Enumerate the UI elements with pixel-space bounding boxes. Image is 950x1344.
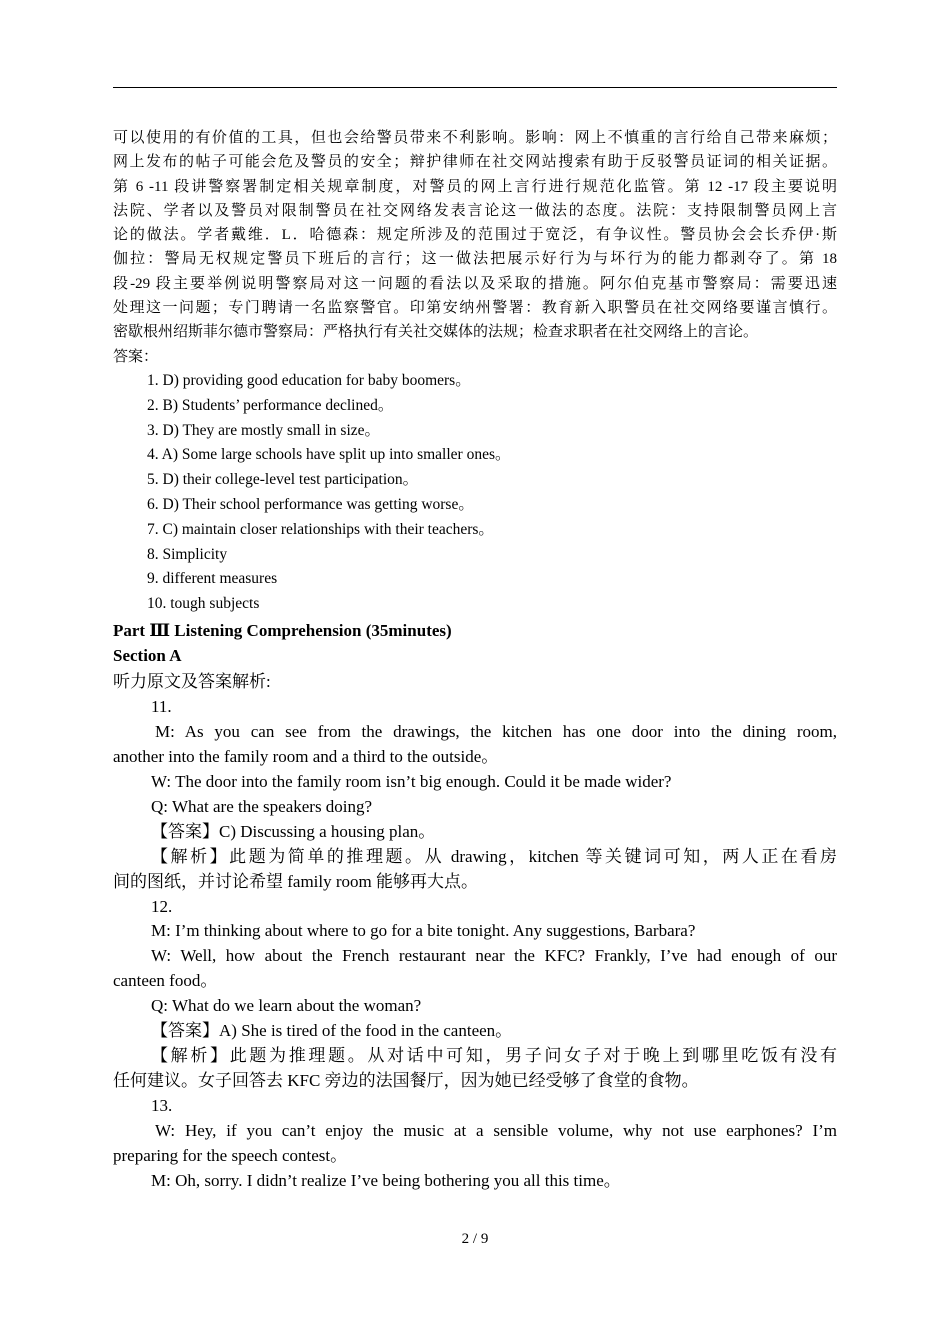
dialogue-line: M: I’m thinking about where to go for a bite tonight. Any suggestions, Barbara? bbox=[151, 921, 696, 941]
summary-line: 处理这一问题；专门聘请一名监察警官。印第安纳州警署：教育新入职警员在社交网络要谨言慎行。 bbox=[113, 300, 837, 317]
summary-paragraph bbox=[113, 126, 837, 345]
question-number: 13. bbox=[151, 1096, 173, 1116]
question-line: Q: What do we learn about the woman? bbox=[151, 996, 422, 1016]
answer-list bbox=[113, 369, 837, 617]
question-line: Q: What are the speakers doing? bbox=[151, 796, 373, 816]
header-rule bbox=[113, 87, 837, 88]
section-heading: Section A bbox=[113, 645, 182, 665]
summary-line: 法院、学者以及警员对限制警员在社交网络发表言论这一做法的态度。法院：支持限制警员网上言 bbox=[113, 202, 837, 219]
analysis-line: 间的图纸，并讨论希望 family room 能够再大点。 bbox=[113, 871, 479, 891]
answer-item: 2. B) Students’ performance declined。 bbox=[147, 396, 394, 414]
analysis-line: 【解析】此题为推理题。从对话中可知，男子问女子对于晚上到哪里吃饭有没有 bbox=[151, 1046, 837, 1066]
answer-item: 5. D) their college-level test participation。 bbox=[147, 471, 419, 489]
dialogue-line: M: As you can see from the drawings, the kitchen has one door into the dining room, bbox=[155, 721, 837, 741]
dialogue-line: W: Hey, if you can’t enjoy the music at a sensible volume, why not use earphones? I’m bbox=[155, 1121, 837, 1141]
question-number: 12. bbox=[151, 896, 173, 916]
dialogue-line: W: Well, how about the French restaurant near the KFC? Frankly, I’ve had enough of our bbox=[151, 946, 837, 966]
summary-line: 密歇根州绍斯菲尔德市警察局：严格执行有关社交媒体的法规；检查求职者在社交网络上的言论。 bbox=[113, 324, 759, 341]
answers-label: 答案： bbox=[113, 348, 159, 365]
summary-line: 第 6 -11 段讲警察署制定相关规章制度，对警员的网上言行进行规范化监管。第 12 -17 段主要说明 bbox=[113, 178, 837, 195]
summary-line: 可以使用的有价值的工具，但也会给警员带来不利影响。影响：网上不慎重的言行给自己带来麻烦； bbox=[113, 130, 837, 146]
answer-line: 【答案】A) She is tired of the food in the canteen。 bbox=[151, 1021, 513, 1041]
analysis-line: 【解析】此题为简单的推理题。从 drawing，kitchen 等关键词可知，两人正在看房 bbox=[151, 846, 837, 866]
listening-section bbox=[113, 670, 837, 1194]
answer-item: 9. different measures bbox=[147, 570, 278, 588]
summary-line: 网上发布的帖子可能会危及警员的安全；辩护律师在社交网站搜索有助于反驳警员证词的相关证据。 bbox=[113, 154, 837, 171]
answer-line: 【答案】C) Discussing a housing plan。 bbox=[151, 821, 436, 841]
page-number: 2 / 9 bbox=[461, 1231, 489, 1247]
answer-item: 10. tough subjects bbox=[147, 595, 260, 613]
dialogue-line: preparing for the speech contest。 bbox=[113, 1146, 348, 1166]
answer-item: 4. A) Some large schools have split up into smaller ones。 bbox=[147, 446, 511, 464]
dialogue-line: M: Oh, sorry. I didn’t realize I’ve being bothering you all this time。 bbox=[151, 1171, 621, 1190]
summary-line: 段-29 段主要举例说明警察局对这一问题的看法以及采取的措施。阿尔伯克基市警察局：需要迅速 bbox=[113, 275, 837, 292]
dialogue-line: W: The door into the family room isn’t big enough. Could it be made wider? bbox=[151, 771, 672, 791]
answer-item: 1. D) providing good education for baby boomers。 bbox=[147, 371, 471, 389]
dialogue-line: canteen food。 bbox=[113, 971, 218, 991]
answer-item: 3. D) They are mostly small in size。 bbox=[147, 421, 381, 439]
summary-line: 伽拉：警局无权规定警员下班后的言行；这一做法把展示好行为与坏行为的能力都剥夺了。第 18 bbox=[113, 251, 837, 268]
analysis-line: 任何建议。女子回答去 KFC 旁边的法国餐厅，因为她已经受够了食堂的食物。 bbox=[113, 1071, 699, 1091]
page-content bbox=[113, 126, 837, 1194]
summary-line: 论的做法。学者戴维．L．哈德森：规定所涉及的范围过于宽泛，有争议性。警员协会会长乔伊·斯 bbox=[113, 227, 837, 244]
dialogue-line: another into the family room and a third to the outside。 bbox=[113, 746, 499, 766]
answer-item: 8. Simplicity bbox=[147, 545, 228, 563]
answer-item: 7. C) maintain closer relationships with their teachers。 bbox=[147, 520, 494, 538]
question-number: 11. bbox=[151, 696, 172, 716]
answer-item: 6. D) Their school performance was getting worse。 bbox=[147, 495, 474, 513]
listening-intro: 听力原文及答案解析: bbox=[113, 671, 271, 691]
part-heading: Part Ⅲ Listening Comprehension (35minutes) bbox=[113, 620, 452, 640]
